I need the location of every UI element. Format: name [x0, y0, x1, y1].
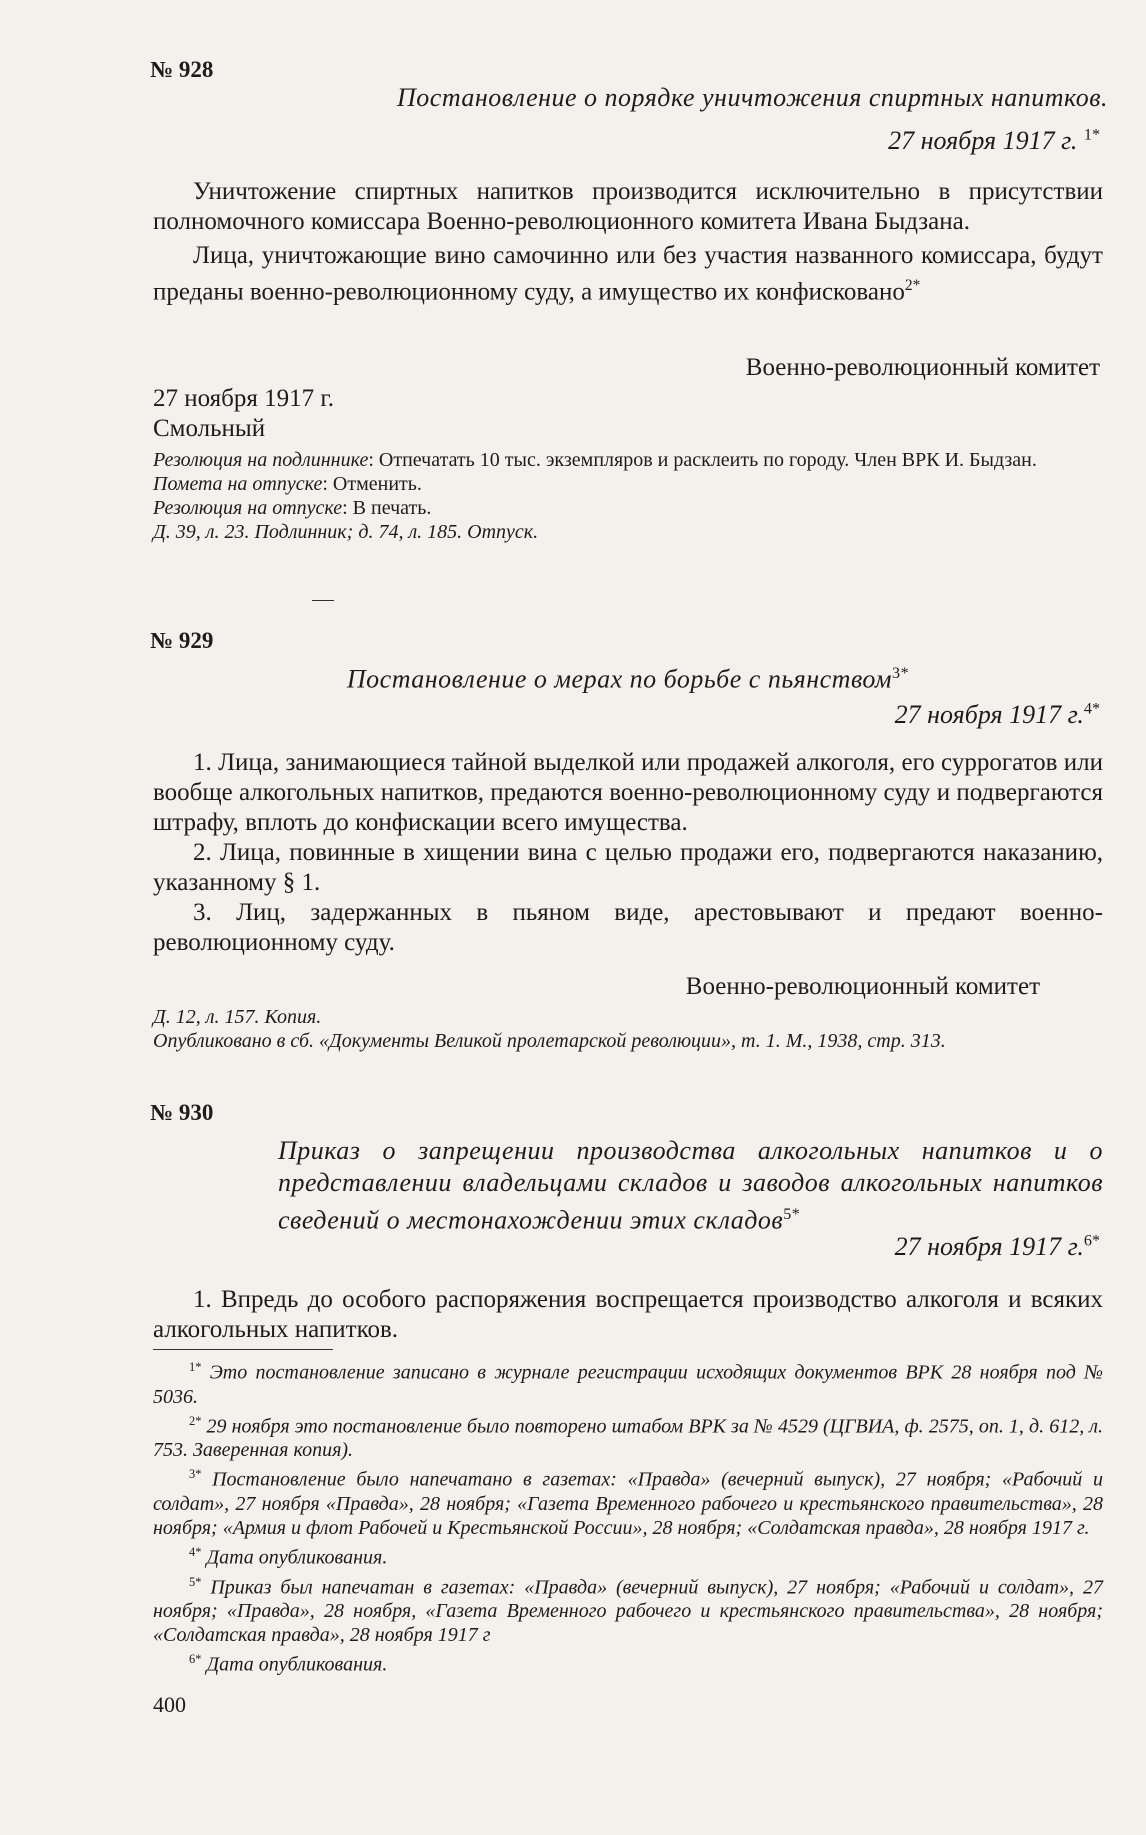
footnote: $^{1*}$ Это постановление записано в журнале регистрации исходящих документов ВРК 28 ноября под № 5036. — [153, 1360, 1104, 1408]
footnote: $^{6*}$ Дата опубликования. — [189, 1652, 388, 1676]
doc-928-body — [153, 177, 1103, 307]
doc-928-sig-place: Смольный — [153, 415, 266, 442]
footnote: $^{4*}$ Дата опубликования. — [189, 1544, 388, 1569]
doc-929-paragraph-1: 1. Лица, занимающиеся тайной выделкой или продажей алкоголя, его суррогатов или вообще алкогольных напитков, предаются военно-революционному суду и подвергаются штрафу, вплоть до конфискации всего имущества. — [153, 749, 1103, 836]
divider — [312, 600, 334, 601]
doc-929-number: № 929 — [150, 628, 214, 653]
doc-930-paragraph-1: 1. Впредь до особого распоряжения воспрещается производство алкоголя и всяких алкогольных напитков. — [153, 1286, 1103, 1343]
doc-928-resolution-copy: Резолюция на отпуске: В печать. — [153, 497, 432, 519]
doc-928-notes — [153, 448, 1103, 544]
doc-929-archive: Д. 12, л. 157. Копия. — [153, 1006, 322, 1028]
footnote: $^{2*}$ 29 ноября это постановление было повторено штабом ВРК за № 4529 (ЦГВИА, ф. 2575, оп. 1, д. 612, л. 753. Заверенная копия). — [153, 1413, 1104, 1462]
footnotes — [153, 1355, 1103, 1677]
footnotes-rule — [153, 1349, 333, 1350]
doc-929-signature: Военно-революционный комитет — [685, 973, 1040, 1000]
doc-929-date: 27 ноября 1917 г.$^{4*}$ — [894, 700, 1100, 729]
doc-928-mark-copy: Пометa на отпуске: Отменить. — [153, 473, 422, 495]
footnote: $^{5*}$ Приказ был напечатан в газетах: «Правда» (вечерний выпуск), 27 ноября; «Рабочий и солдат», 27 ноября; «Правда», 28 ноября, «Газета Временного рабочего и крестьянского правительства», 28 ноября; «Солдатская правда», 28 ноября 1917 г — [153, 1574, 1103, 1647]
doc-929-paragraph-3: 3. Лиц, задержанных в пьяном виде, арестовывают и предают военно-революционному суду. — [153, 899, 1103, 956]
doc-928-paragraph-1: Уничтожение спиртных напитков производится исключительно в присутствии полномочного комиссара Военно-революционного комитета Ивана Быдзана. — [153, 178, 1103, 235]
doc-928-archive: Д. 39, л. 23. Подлинник; д. 74, л. 185. Отпуск. — [153, 521, 539, 543]
doc-930-title: Приказ о запрещении производства алкогольных напитков и о представлении владельцами складов и заводов алкогольных напитков сведений о местонахождении этих складов$^{5*}$ — [278, 1136, 1103, 1235]
doc-930-body — [153, 1285, 1103, 1345]
doc-929-published: Опубликовано в сб. «Документы Великой пролетарской революции», т. 1. М., 1938, стр. 313. — [153, 1030, 946, 1052]
doc-928-title: Постановление о порядке уничтожения спиртных напитков. — [397, 83, 1108, 112]
doc-929-body — [153, 748, 1103, 958]
doc-929-title: Постановление о мерах по борьбе с пьянством$^{3*}$ — [346, 664, 910, 694]
doc-928-sig-date: 27 ноября 1917 г. — [153, 385, 335, 412]
doc-928-paragraph-2: Лица, уничтожающие вино самочинно или без участия названного комиссара, будут преданы военно-революционному суду, а имущество их конфисковано$^{2*}$ — [153, 242, 1103, 306]
footnote: $^{3*}$ Постановление было напечатано в газетах: «Правда» (вечерний выпуск), 27 ноября; «Рабочий и солдат», 27 ноября «Правда», 28 ноября; «Газета Временного рабочего и крестьянского правительства», 28 ноября; «Армия и флот Рабочей и Крестьянской России», 28 ноября; «Солдатская правда», 28 ноября 1917 г. — [153, 1467, 1103, 1539]
doc-929-notes — [153, 1005, 1103, 1053]
doc-928-number: № 928 — [150, 57, 214, 82]
doc-930-number: № 930 — [150, 1100, 214, 1125]
doc-928-date: 27 ноября 1917 г. $^{1*}$ — [888, 126, 1100, 155]
doc-930-date: 27 ноября 1917 г.$^{6*}$ — [894, 1232, 1100, 1261]
doc-928-resolution-original: Резолюция на подлиннике: Отпечатать 10 тыс. экземпляров и расклеить по городу. Член ВРК И. Быдзан. — [153, 449, 1037, 471]
page-number: 400 — [153, 1692, 186, 1717]
doc-928-signature: Военно-революционный комитет — [745, 354, 1100, 381]
doc-929-paragraph-2: 2. Лица, повинные в хищении вина с целью продажи его, подвергаются наказанию, указанному § 1. — [153, 839, 1103, 896]
